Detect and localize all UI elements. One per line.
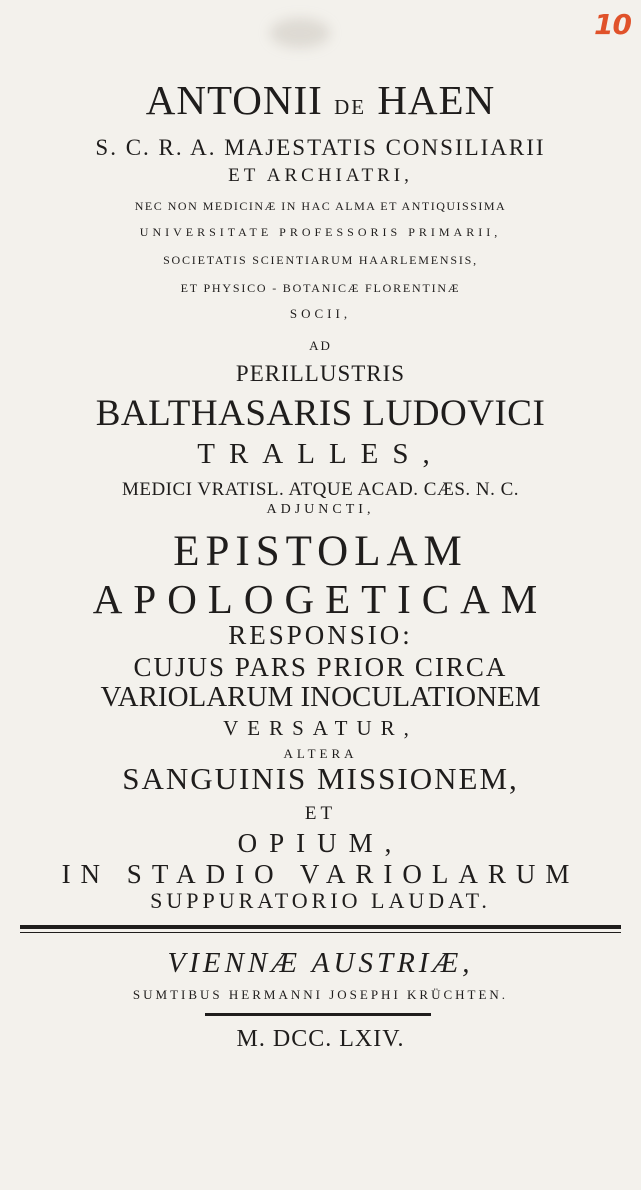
perillustris-line: PERILLUSTRIS <box>235 361 406 386</box>
author-de: DE <box>334 95 367 119</box>
imprint-year: M. DCC. LXIV. <box>236 1026 405 1052</box>
addressee-office: MEDICI VRATISL. ATQUE ACAD. CÆS. N. C. <box>121 479 520 500</box>
apologeticam-line: APOLOGETICAM <box>92 576 549 622</box>
office-line-4: UNIVERSITATE PROFESSORIS PRIMARII, <box>139 225 502 239</box>
opium-line: OPIUM, <box>237 828 404 858</box>
author-line <box>0 77 641 123</box>
sanguinis-line: SANGUINIS MISSIONEM, <box>122 761 519 796</box>
imprint-city: VIENNÆ AUSTRIÆ, <box>167 947 474 979</box>
responsio-line: RESPONSIO: <box>228 620 413 650</box>
addressee-name: BALTHASARIS LUDOVICI <box>95 393 546 434</box>
in-stadio-line: IN STADIO VARIOLARUM <box>61 859 580 889</box>
epistolam-line: EPISTOLAM <box>173 528 468 575</box>
office-line-6: ET PHYSICO - BOTANICÆ FLORENTINÆ <box>180 281 461 295</box>
office-line-1: S. C. R. A. MAJESTATIS CONSILIARII <box>95 135 546 160</box>
rule-bottom <box>205 1013 431 1016</box>
imprint-printer: SUMTIBUS HERMANNI JOSEPHI KRÜCHTEN. <box>132 987 509 1002</box>
office-line-5: SOCIETATIS SCIENTIARUM HAARLEMENSIS, <box>163 253 478 267</box>
office-line-7: SOCII, <box>289 306 352 321</box>
corner-mark: 10 <box>594 8 631 41</box>
altera-line: ALTERA <box>283 746 358 761</box>
suppuratorio-line: SUPPURATORIO LAUDAT. <box>150 888 491 913</box>
ad-line: AD <box>309 338 332 353</box>
versatur-line: VERSATUR, <box>223 716 418 740</box>
ink-smudge <box>270 18 330 48</box>
office-line-2: ET ARCHIATRI, <box>228 165 413 186</box>
rule-top-thick <box>20 925 621 929</box>
office-line-3: NEC NON MEDICINÆ IN HAC ALMA ET ANTIQUISSIMA <box>134 199 507 213</box>
author-name: ANTONII <box>145 77 323 123</box>
et-line: ET <box>304 803 337 824</box>
author-surname: HAEN <box>377 77 496 123</box>
addressee-adjuncti: ADJUNCTI, <box>266 502 375 517</box>
rule-top-thin <box>20 932 621 933</box>
cujus-line: CUJUS PARS PRIOR CIRCA <box>133 652 508 682</box>
addressee-surname: TRALLES, <box>197 438 444 470</box>
variolarum-line: VARIOLARUM INOCULATIONEM <box>100 681 541 713</box>
